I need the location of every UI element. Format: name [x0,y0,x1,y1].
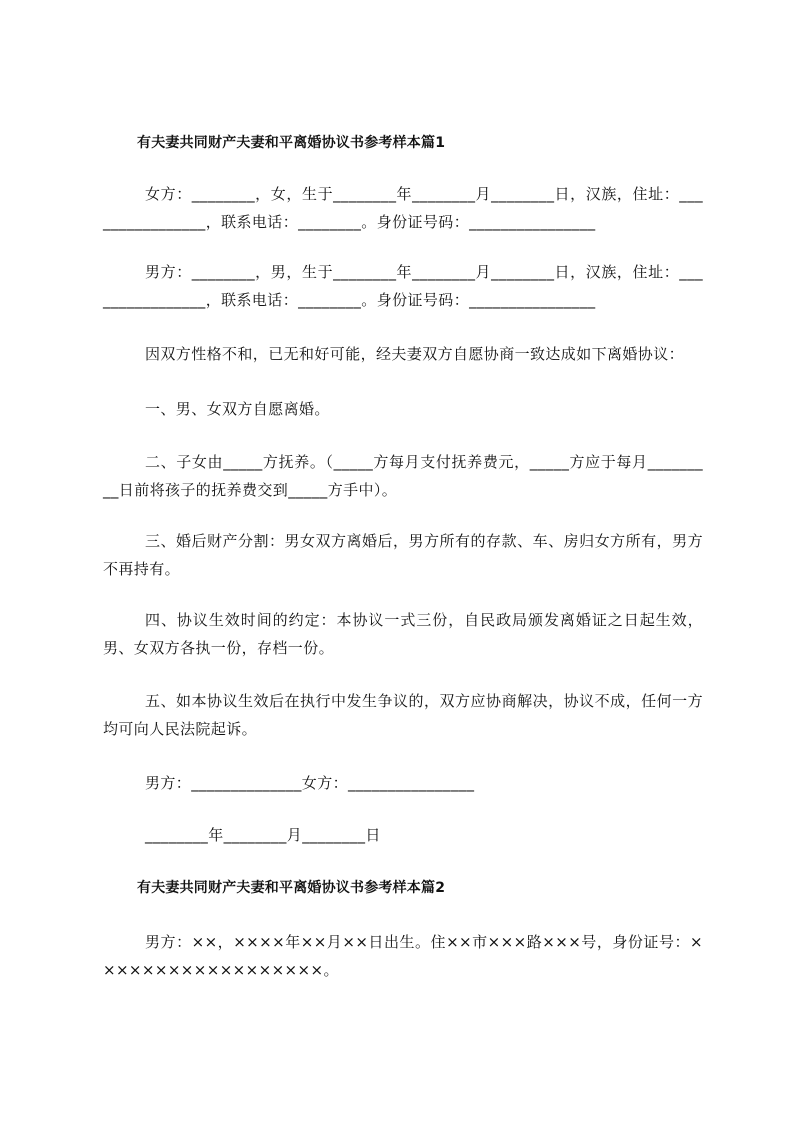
date-line: ________年________月________日 [145,826,381,844]
woman-info: 女方：________，女，生于________年________月________日，汉族，住址：________________，联系电话：________。身份证号码：________________ [103,185,703,231]
clause-2: 二、子女由_____方抚养。（_____方每月支付抚养费元，_____方应于每月_________日前将孩子的抚养费交到_____方手中）。 [103,453,703,499]
sample2-title: 有夫妻共同财产夫妻和平离婚协议书参考样本篇2 [137,880,446,896]
sample1-title: 有夫妻共同财产夫妻和平离婚协议书参考样本篇1 [137,135,446,151]
clause-5: 五、如本协议生效后在执行中发生争议的，双方应协商解决，协议不成，任何一方均可向人民法院起诉。 [103,692,703,738]
clause-1: 一、男、女双方自愿离婚。 [145,400,330,418]
clause-3: 三、婚后财产分割：男女双方离婚后，男方所有的存款、车、房归女方所有，男方不再持有。 [103,532,703,578]
intro-paragraph: 因双方性格不和，已无和好可能，经夫妻双方自愿协商一致达成如下离婚协议： [145,345,685,363]
sample2-man-info: 男方：××，××××年××月××日出生。住××市×××路×××号，身份证号：××××××××××××××××××。 [103,933,703,979]
signature-line: 男方：______________女方：________________ [145,774,475,792]
man-info: 男方：________，男，生于________年________月________日，汉族，住址：________________，联系电话：________。身份证号码：________________ [103,263,703,309]
clause-4: 四、协议生效时间的约定：本协议一式三份，自民政局颁发离婚证之日起生效，男、女双方各执一份，存档一份。 [103,611,703,657]
